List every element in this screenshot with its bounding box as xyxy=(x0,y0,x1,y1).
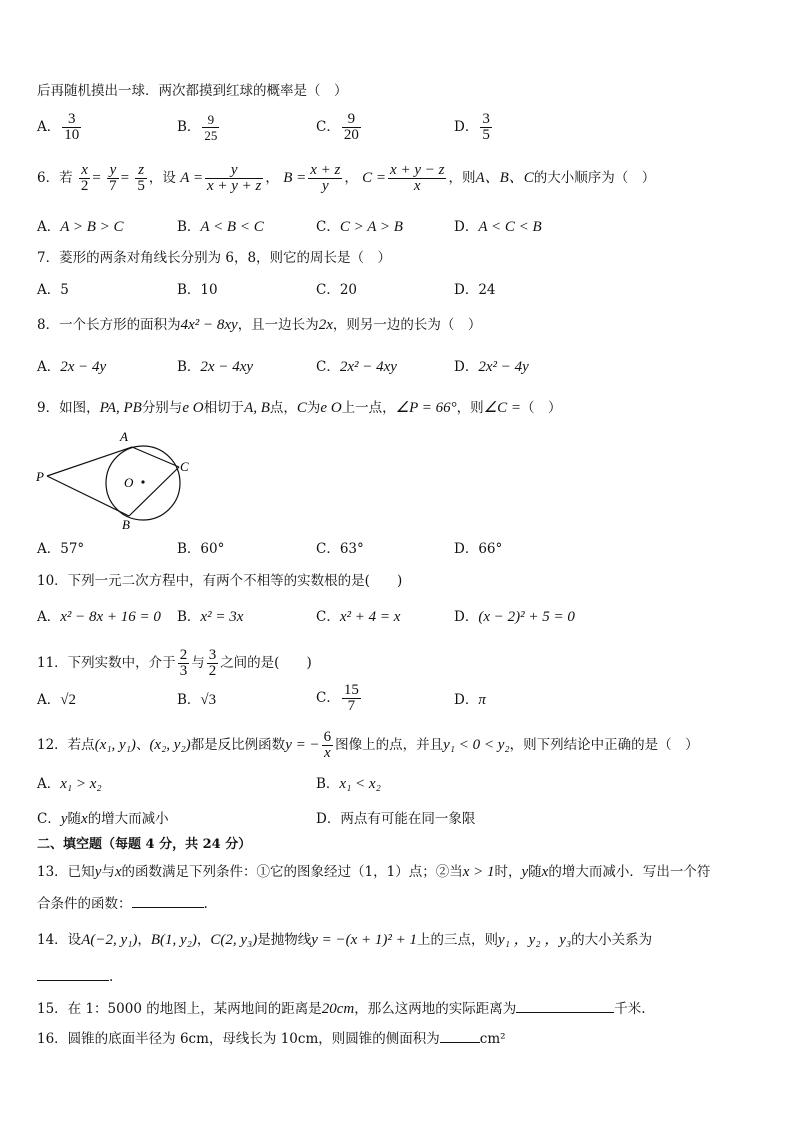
q11-option-a: A．√2 xyxy=(37,692,76,708)
q6-option-a: A．A > B > C xyxy=(37,219,124,235)
q10-option-b: B．x² = 3x xyxy=(177,609,244,625)
q12-stem: 12．若点(x₁, y₁)、(x₂, y₂)都是反比例函数y = − $\frac{6}{x}$ 图像上的点，并且y₁ < 0 < y₂，则下列结论中正确的是（ ） xyxy=(37,729,699,761)
q7-option-c: C．20 xyxy=(316,282,358,298)
q9-option-c: C．63° xyxy=(316,541,364,557)
q9-option-a: A．57° xyxy=(37,541,85,557)
q9-option-b: B．60° xyxy=(177,541,225,557)
q11-stem: 11．下列实数中，介于 $\frac{2}{3}$ 与 $\frac{3}{2}$ 之间的是( ) xyxy=(37,647,312,679)
q14-line1: 14．设A(−2, y₁)，B(1, y₂)，C(2, y₃)是抛物线y = −(x + 1)² + 1上的三点，则y₁ ，y₂ ，y₃的大小关系为 xyxy=(37,932,653,948)
q7-option-a: A．5 xyxy=(37,282,69,298)
q6-stem: 6．若 $\frac{x}{2}$ = $\frac{y}{7}$ = $\frac{z}{5}$ ，设 A = $\frac{y}{x + y + z}$ ， B = $\frac{x + z}{y}$ ， C = $\frac{x + y - z}{x}$ ，则A、B、C的大小顺序为（ ） xyxy=(37,162,656,194)
q8-option-b: B．2x − 4xy xyxy=(177,359,254,375)
center-dot xyxy=(141,480,144,483)
q12-option-c: C．y随x的增大而减小 xyxy=(37,811,169,827)
q8-option-d: D．2x² − 4y xyxy=(454,359,529,375)
q12-option-a: A．x₁ > x₂ xyxy=(37,776,102,792)
q6-option-b: B．A < B < C xyxy=(177,219,264,235)
q11-option-b: B．√3 xyxy=(177,692,217,708)
q14-answer-blank[interactable] xyxy=(37,980,109,981)
label-b: B xyxy=(122,517,130,532)
q12-option-b: B．x₁ < x₂ xyxy=(316,776,381,792)
q13-line2: 合条件的函数： . xyxy=(37,896,208,912)
q7-option-d: D．24 xyxy=(454,282,496,298)
q5-option-d: D． $\frac{3}{5}$ xyxy=(454,111,490,143)
q15-stem: 15．在 1：5000 的地图上，某两地间的距离是20cm，那么这两地的实际距离为 千米. xyxy=(37,1001,646,1017)
q11-option-d: D．π xyxy=(454,692,486,708)
q7-option-b: B．10 xyxy=(177,282,218,298)
q12-option-d: D．两点有可能在同一象限 xyxy=(316,811,476,827)
tangent-pb xyxy=(47,476,129,516)
q6-option-c: C．C > A > B xyxy=(316,219,403,235)
q8-stem: 8．一个长方形的面积为4x² − 8xy，且一边长为2x，则另一边的长为（ ） xyxy=(37,317,482,333)
q5-option-c: C． $\frac{9}{20}$ xyxy=(316,111,359,143)
q9-tangent-figure xyxy=(30,425,210,540)
tangent-pa xyxy=(47,447,132,476)
section-fill-in-title: 二、填空题（每题 4 分，共 24 分） xyxy=(37,837,252,852)
q15-answer-blank[interactable] xyxy=(516,1012,614,1013)
q13-line1: 13．已知y与x的函数满足下列条件：①它的图象经过（1，1）点；②当x > 1时，y随x的增大而减小．写出一个符 xyxy=(37,864,711,880)
q11-option-c: C． $\frac{15}{7}$ xyxy=(316,682,359,714)
label-p: P xyxy=(36,469,44,484)
q5-option-b: B． $\frac{9}{25}$ xyxy=(177,112,218,143)
q7-stem: 7．菱形的两条对角线长分别为 6，8，则它的周长是（ ） xyxy=(37,250,392,266)
q5-option-a: A． $\frac{3}{10}$ xyxy=(37,111,80,143)
chord-bc xyxy=(129,467,179,516)
label-o: O xyxy=(124,475,134,490)
q8-option-a: A．2x − 4y xyxy=(37,359,107,375)
label-c: C xyxy=(180,459,189,474)
q10-stem: 10．下列一元二次方程中，有两个不相等的实数根的是( ) xyxy=(37,573,403,589)
q16-answer-blank[interactable] xyxy=(440,1042,480,1043)
label-a: A xyxy=(120,429,128,444)
q13-answer-blank[interactable] xyxy=(132,907,204,908)
chord-ac xyxy=(132,447,179,467)
q8-option-c: C．2x² − 4xy xyxy=(316,359,397,375)
q14-line2: . xyxy=(37,967,113,987)
q16-stem: 16．圆锥的底面半径为 6cm，母线长为 10cm，则圆锥的侧面积为 cm² xyxy=(37,1031,506,1047)
q10-option-d: D．(x − 2)² + 5 = 0 xyxy=(454,609,575,625)
q9-option-d: D．66° xyxy=(454,541,503,557)
q6-option-d: D．A < C < B xyxy=(454,219,542,235)
q10-option-c: C．x² + 4 = x xyxy=(316,609,401,625)
q5-stem: 后再随机摸出一球．两次都摸到红球的概率是（ ） xyxy=(37,83,348,99)
q9-stem: 9．如图，PA, PB分别与e O相切于A, B点，C为e O上一点，∠P = 66°，则∠C =（ ） xyxy=(37,400,562,416)
q10-option-a: A．x² − 8x + 16 = 0 xyxy=(37,609,161,625)
